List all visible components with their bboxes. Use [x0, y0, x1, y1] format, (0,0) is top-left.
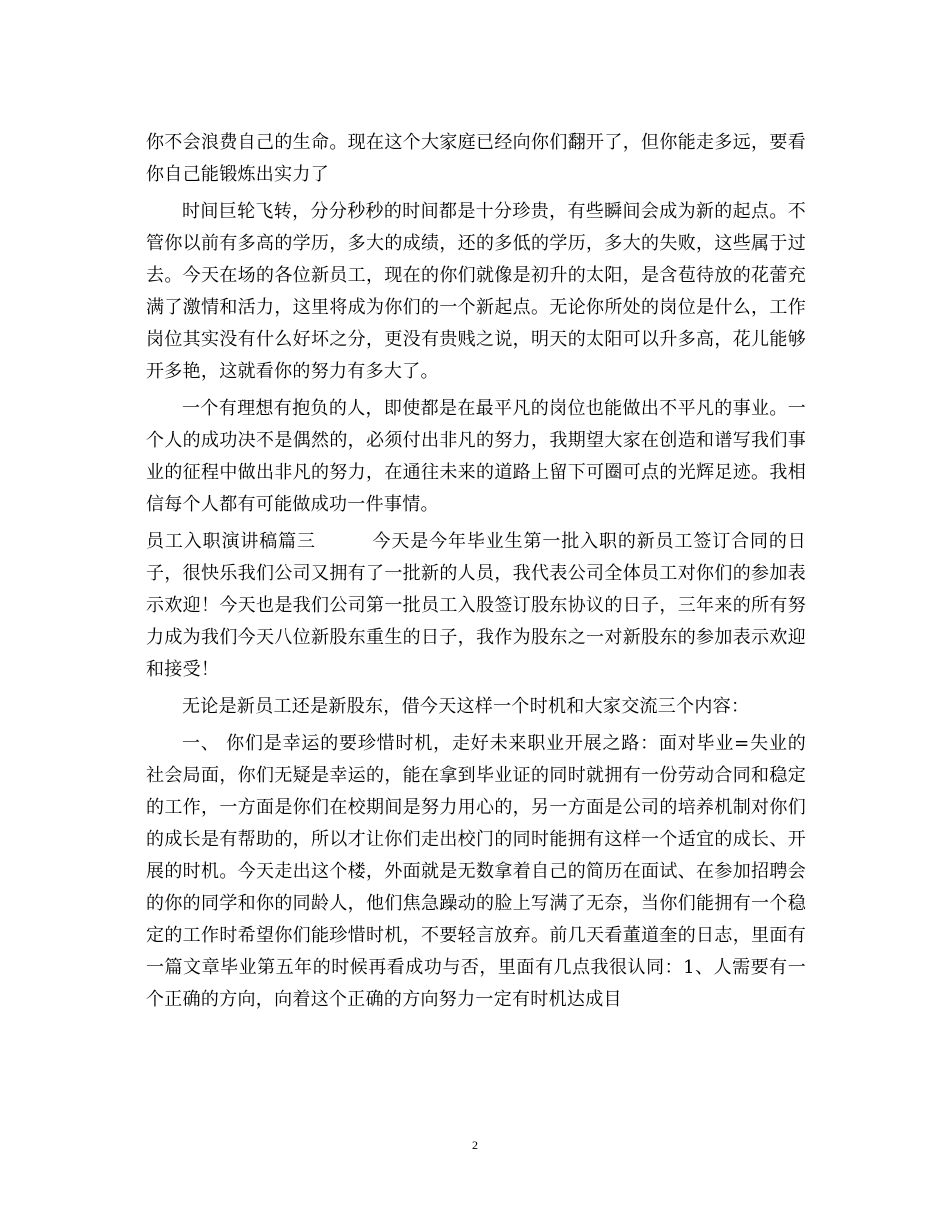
paragraph-3: 一个有理想有抱负的人，即使都是在最平凡的岗位也能做出不平凡的事业。一个人的成功决不是偶然的，必须付出非凡的努力，我期望大家在创造和谱写我们事业的征程中做出非凡的努力，在通往未来的道路上留下可圈可点的光辉足迹。我相信每个人都有可能做成功一件事情。 — [146, 398, 806, 515]
paragraph-6: 一、 你们是幸运的要珍惜时机，走好未来职业开展之路：面对毕业=失业的社会局面，你们无疑是幸运的，能在拿到毕业证的同时就拥有一份劳动合同和稳定的工作，一方面是你们在校期间是努力用心的，另一方面是公司的培养机制对你们的成长是有帮助的，所以才让你们走出校门的同时能拥有这样一个适宜的成长、开展的时机。今天走出这个楼，外面就是无数拿着自己的简历在面试、在参加招聘会的你的同学和你的同龄人，他们焦急躁动的脸上写满了无奈，当你们能拥有一个稳定的工作时希望你们能珍惜时机，不要轻言放弃。前几天看董道奎的日志，里面有一篇文章毕业第五年的时候再看成功与否，里面有几点我很认同：1、人需要有一个正确的方向，向着这个正确的方向努力一定有时机达成目 — [146, 733, 806, 1010]
page-number: 2 — [472, 1138, 478, 1152]
paragraph-1: 你不会浪费自己的生命。现在这个大家庭已经向你们翻开了，但你能走多远，要看你自己能锻炼出实力了 — [146, 132, 806, 185]
paragraph-4: 员工入职演讲稿篇三 今天是今年毕业生第一批入职的新员工签订合同的日子，很快乐我们公司又拥有了一批新的人员，我代表公司全体员工对你们的参加表示欢迎！今天也是我们公司第一批员工入股签订股东协议的日子，三年来的所有努力成为我们今天八位新股东重生的日子，我作为股东之一对新股东的参加表示欢迎和接受！ — [146, 531, 806, 680]
paragraph-2: 时间巨轮飞转，分分秒秒的时间都是十分珍贵，有些瞬间会成为新的起点。不管你以前有多高的学历，多大的成绩，还的多低的学历，多大的失败，这些属于过去。今天在场的各位新员工，现在的你们就像是初升的太阳，是含苞待放的花蕾充满了激情和活力，这里将成为你们的一个新起点。无论你所处的岗位是什么，工作岗位其实没有什么好坏之分，更没有贵贱之说，明天的太阳可以升多高，花儿能够开多艳，这就看你的努力有多大了。 — [146, 201, 806, 382]
document-body — [146, 127, 806, 1021]
paragraph-5: 无论是新员工还是新股东，借今天这样一个时机和大家交流三个内容： — [182, 696, 750, 717]
